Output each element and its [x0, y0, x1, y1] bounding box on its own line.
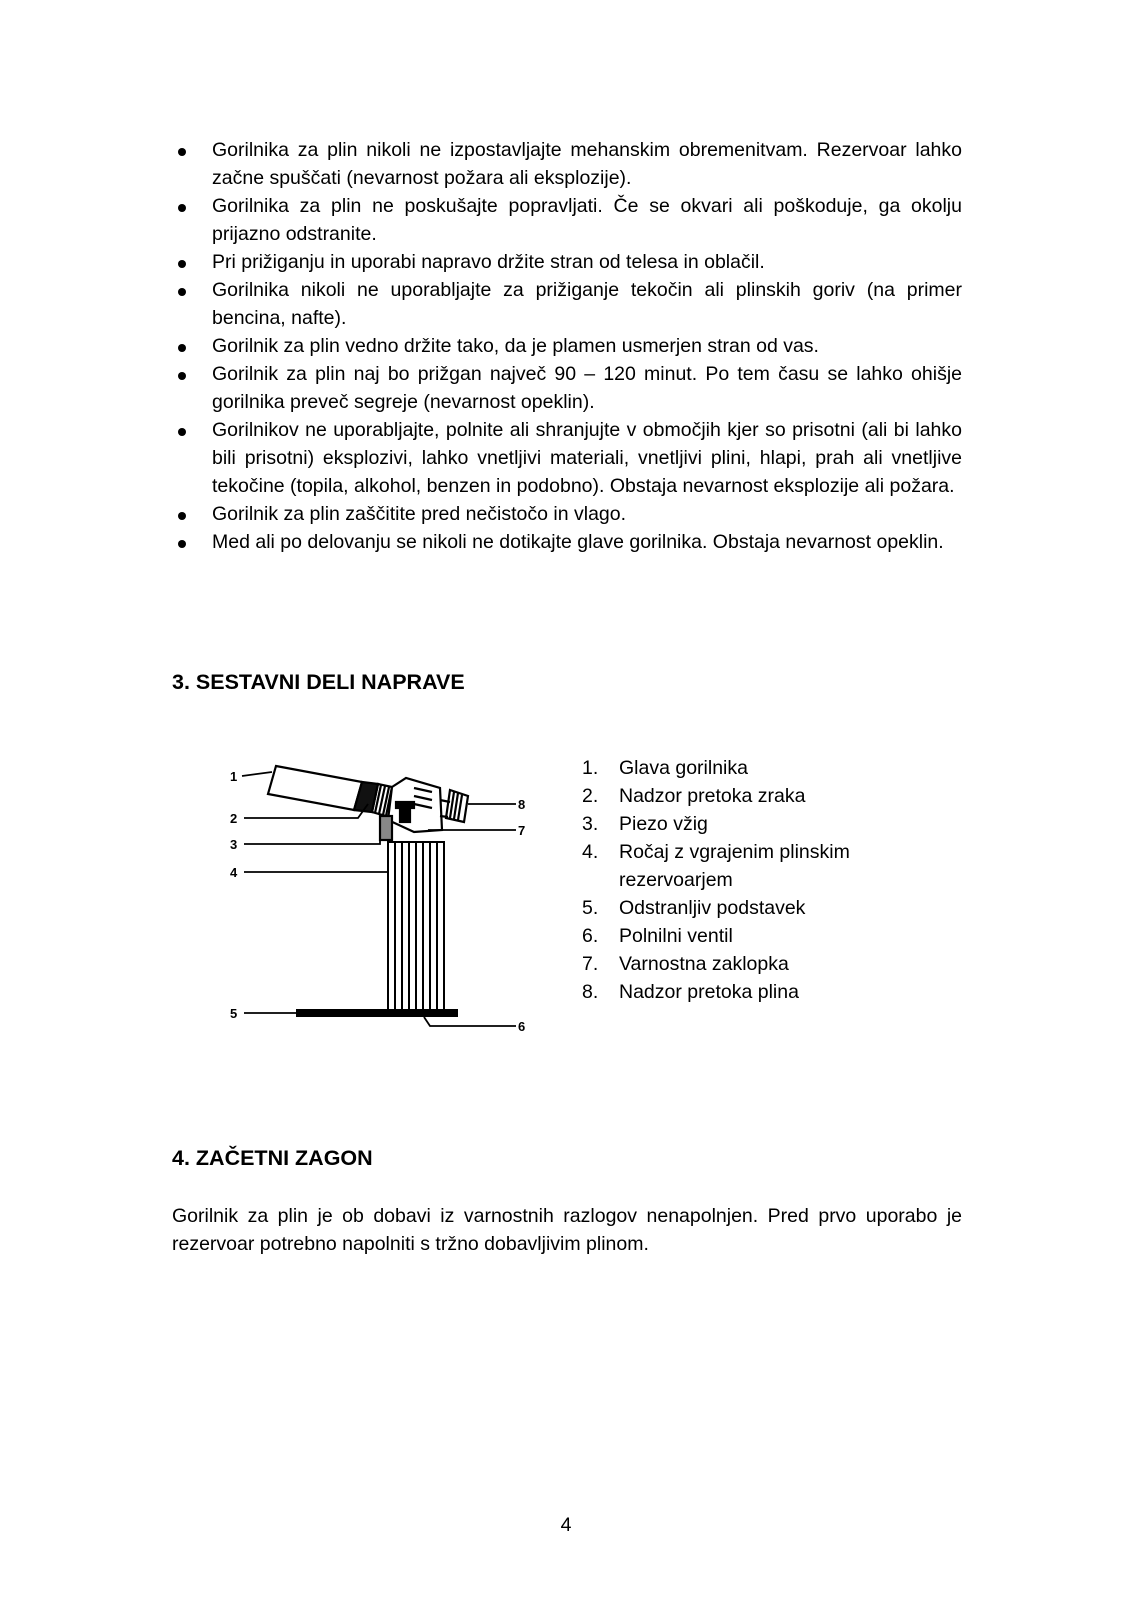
callout-1: 1	[230, 769, 238, 784]
safety-bullet	[172, 416, 962, 500]
bullet-icon	[178, 428, 186, 436]
bullet-icon	[178, 372, 186, 380]
bullet-icon	[178, 540, 186, 548]
parts-list	[582, 754, 912, 1006]
part-number: 4.	[582, 841, 599, 863]
callout-4: 4	[230, 865, 238, 880]
torch-head-icon	[268, 766, 468, 840]
part-number: 8.	[582, 981, 599, 1003]
part-label: Ročaj z vgrajenim plinskim rezervoarjem	[619, 841, 850, 891]
part-number: 1.	[582, 757, 599, 779]
gas-torch-diagram	[228, 760, 558, 1070]
safety-bullet	[172, 528, 962, 556]
part-label: Glava gorilnika	[619, 757, 748, 779]
callout-7: 7	[518, 823, 526, 838]
part-label: Nadzor pretoka plina	[619, 981, 799, 1003]
safety-bullet	[172, 136, 962, 192]
bullet-text: Gorilnika za plin nikoli ne izpostavljajte mehanskim obremenitvam. Rezervoar lahko začne spuščati (nevarnost požara ali eksplozije).	[212, 139, 962, 189]
bullet-text: Gorilnika nikoli ne uporabljajte za prižiganje tekočin ali plinskih goriv (na primer bencina, nafte).	[212, 279, 962, 329]
parts-list-item	[582, 782, 912, 810]
bullet-text: Gorilnikov ne uporabljajte, polnite ali shranjujte v območjih kjer so prisotni (ali bi lahko bili prisotni) eksplozivi, lahko vnetljivi materiali, vnetljivi plini, hlapi, prah ali vnetljive tekočine (topila, alkohol, benzen in podobno). Obstaja nevarnost eksplozije ali požara.	[212, 419, 962, 497]
diagram-callout-labels	[230, 769, 525, 1034]
callout-8: 8	[518, 797, 526, 812]
bullet-text: Gorilnik za plin zaščitite pred nečistočo in vlago.	[212, 503, 627, 525]
safety-bullet	[172, 248, 962, 276]
bullet-icon	[178, 260, 186, 268]
part-label: Varnostna zaklopka	[619, 953, 789, 975]
part-label: Odstranljiv podstavek	[619, 897, 806, 919]
bullet-icon	[178, 148, 186, 156]
parts-list-item	[582, 978, 912, 1006]
bullet-icon	[178, 288, 186, 296]
safety-bullet	[172, 192, 962, 248]
part-number: 5.	[582, 897, 599, 919]
part-label: Nadzor pretoka zraka	[619, 785, 806, 807]
part-number: 3.	[582, 813, 599, 835]
bullet-icon	[178, 512, 186, 520]
parts-list-item	[582, 754, 912, 782]
bullet-icon	[178, 204, 186, 212]
base-icon	[296, 1009, 458, 1017]
part-number: 6.	[582, 925, 599, 947]
callout-3: 3	[230, 837, 238, 852]
parts-list-item	[582, 950, 912, 978]
section-4-paragraph: Gorilnik za plin je ob dobavi iz varnostnih razlogov nenapolnjen. Pred prvo uporabo je rezervoar potrebno napolniti s tržno dobavljivim plinom.	[172, 1205, 962, 1255]
safety-bullet	[172, 500, 962, 528]
bullet-text: Gorilnik za plin vedno držite tako, da je plamen usmerjen stran od vas.	[212, 335, 819, 357]
safety-bullet	[172, 360, 962, 416]
bullet-text: Pri prižiganju in uporabi napravo držite stran od telesa in oblačil.	[212, 251, 765, 273]
part-number: 2.	[582, 785, 599, 807]
part-number: 7.	[582, 953, 599, 975]
callout-2: 2	[230, 811, 238, 826]
bullet-text: Gorilnik za plin naj bo prižgan največ 90 – 120 minut. Po tem času se lahko ohišje gorilnika preveč segreje (nevarnost opeklin).	[212, 363, 962, 413]
safety-bullet	[172, 332, 962, 360]
safety-bullet	[172, 276, 962, 332]
bullet-text: Med ali po delovanju se nikoli ne dotikajte glave gorilnika. Obstaja nevarnost opeklin.	[212, 531, 944, 553]
callout-5: 5	[230, 1006, 238, 1021]
section-3-heading: 3. SESTAVNI DELI NAPRAVE	[172, 670, 465, 694]
handle-icon	[388, 842, 444, 1010]
bullet-icon	[178, 344, 186, 352]
parts-list-item	[582, 810, 912, 838]
page-number: 4	[560, 1514, 572, 1536]
part-label: Piezo vžig	[619, 813, 708, 835]
callout-6: 6	[518, 1019, 526, 1034]
bullet-text: Gorilnika za plin ne poskušajte popravljati. Če se okvari ali poškoduje, ga okolju prijazno odstranite.	[212, 195, 962, 245]
section-4-heading: 4. ZAČETNI ZAGON	[172, 1146, 373, 1170]
parts-list-item	[582, 838, 912, 894]
parts-list-item	[582, 894, 912, 922]
safety-bullet-list	[172, 136, 962, 556]
parts-list-item	[582, 922, 912, 950]
part-label: Polnilni ventil	[619, 925, 733, 947]
